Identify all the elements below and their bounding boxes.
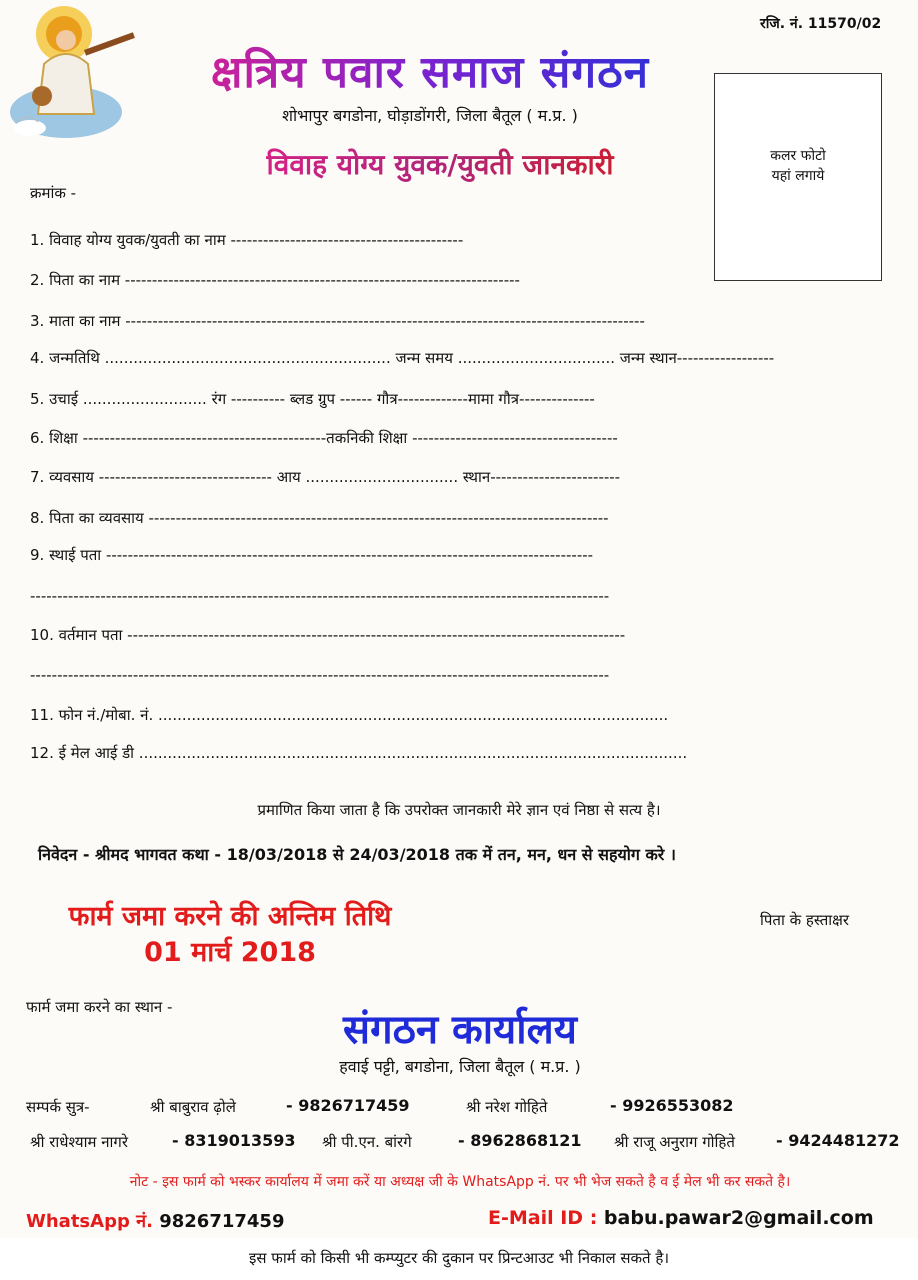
registration-number: रजि. नं. 11570/02 (760, 16, 882, 32)
submission-place-label: फार्म जमा करने का स्थान - (26, 998, 173, 1016)
photo-box-line2: यहां लगाये (771, 168, 825, 184)
contact-phone: - 9424481272 (776, 1131, 900, 1150)
whatsapp-number[interactable]: 9826717459 (159, 1211, 285, 1232)
contact-name: श्री राजू अनुराग गोहिते (614, 1133, 735, 1151)
email-label: E-Mail ID : (488, 1207, 598, 1229)
field-birth-details[interactable]: 4. जन्मतिथि ............................................................ जन्म समय ................................. जन्म स्थान------------------ (30, 349, 775, 367)
declaration-text: प्रमाणित किया जाता है कि उपरोक्त जानकारी मेरे ज्ञान एवं निष्ठा से सत्य है। (257, 801, 661, 819)
contact-name: श्री बाबुराव ढ़ोले (150, 1098, 236, 1116)
office-address: हवाई पट्टी, बगडोना, जिला बैतूल ( म.प्र. ) (339, 1057, 581, 1076)
organization-title: क्षत्रिय पवार समाज संगठन (150, 40, 710, 100)
appeal-text: निवेदन - श्रीमद भागवत कथा - 18/03/2018 से 24/03/2018 तक में तन, मन, धन से सहयोग करे । (38, 845, 676, 864)
serial-number-field[interactable]: क्रमांक - (30, 184, 77, 202)
whatsapp-line (26, 1209, 284, 1233)
field-permanent-address[interactable]: 9. स्थाई पता ------------------------------------------------------------------------------------------ (30, 546, 594, 564)
email-address[interactable]: babu.pawar2@gmail.com (603, 1207, 874, 1229)
field-mother-name[interactable]: 3. माता का नाम ------------------------------------------------------------------------------------------------ (30, 312, 645, 330)
form-title: विवाह योग्य युवक/युवती जानकारी (200, 145, 680, 183)
office-title: संगठन कार्यालय (343, 1007, 577, 1053)
contact-phone: - 8962868121 (458, 1131, 582, 1150)
deadline-heading: फार्म जमा करने की अन्तिम तिथि (68, 901, 392, 932)
field-occupation[interactable]: 7. व्यवसाय -------------------------------- आय ................................ स्थान------------------------ (30, 468, 621, 486)
field-phone[interactable]: 11. फोन नं./मोबा. नं. ........................................................................................................... (30, 706, 669, 724)
field-permanent-address-line2[interactable]: ----------------------------------------------------------------------------------------------------------- (30, 587, 610, 605)
contacts-label: सम्पर्क सुत्र- (26, 1098, 90, 1116)
contact-name: श्री राधेश्याम नागरे (30, 1133, 129, 1151)
field-current-address[interactable]: 10. वर्तमान पता -------------------------------------------------------------------------------------------- (30, 626, 626, 644)
saraswati-logo (4, 4, 142, 144)
whatsapp-label: WhatsApp नं. (26, 1211, 153, 1232)
field-physical-details[interactable]: 5. उचाई .......................... रंग ---------- ब्लड ग्रुप ------ गौत्र-------------मामा गौत्र-------------- (30, 390, 595, 408)
field-father-occupation[interactable]: 8. पिता का व्यवसाय ------------------------------------------------------------------------------------- (30, 509, 609, 527)
email-line (488, 1207, 874, 1229)
field-current-address-line2[interactable]: ----------------------------------------------------------------------------------------------------------- (30, 666, 610, 684)
footer-text: इस फार्म को किसी भी कम्प्युटर की दुकान पर प्रिन्टआउट भी निकाल सकते है। (248, 1249, 670, 1267)
contact-phone: - 8319013593 (172, 1131, 296, 1150)
field-father-name[interactable]: 2. पिता का नाम ------------------------------------------------------------------------- (30, 271, 520, 289)
contact-phone: - 9926553082 (610, 1096, 734, 1115)
contact-name: श्री पी.एन. बांरगे (322, 1133, 412, 1151)
field-candidate-name[interactable]: 1. विवाह योग्य युवक/युवती का नाम ------------------------------------------- (30, 231, 464, 249)
field-email[interactable]: 12. ई मेल आई डी ................................................................................................................... (30, 744, 688, 762)
contact-phone: - 9826717459 (286, 1096, 410, 1115)
organization-address: शोभापुर बगडोना, घोड़ाडोंगरी, जिला बैतूल ( म.प्र. ) (282, 106, 578, 125)
photo-box-line1: कलर फोटो (770, 148, 826, 164)
field-education[interactable]: 6. शिक्षा ---------------------------------------------तकनिकी शिक्षा -------------------------------------- (30, 429, 618, 447)
note-text: नोट - इस फार्म को भस्कर कार्यालय में जमा करें या अध्यक्ष जी के WhatsApp नं. पर भी भेज सकते है व ई मेल भी कर सकते है। (129, 1174, 791, 1190)
contact-name: श्री नरेश गोहिते (466, 1098, 548, 1116)
father-signature-label: पिता के हस्ताक्षर (760, 911, 850, 929)
deadline-date: 01 मार्च 2018 (144, 937, 316, 968)
